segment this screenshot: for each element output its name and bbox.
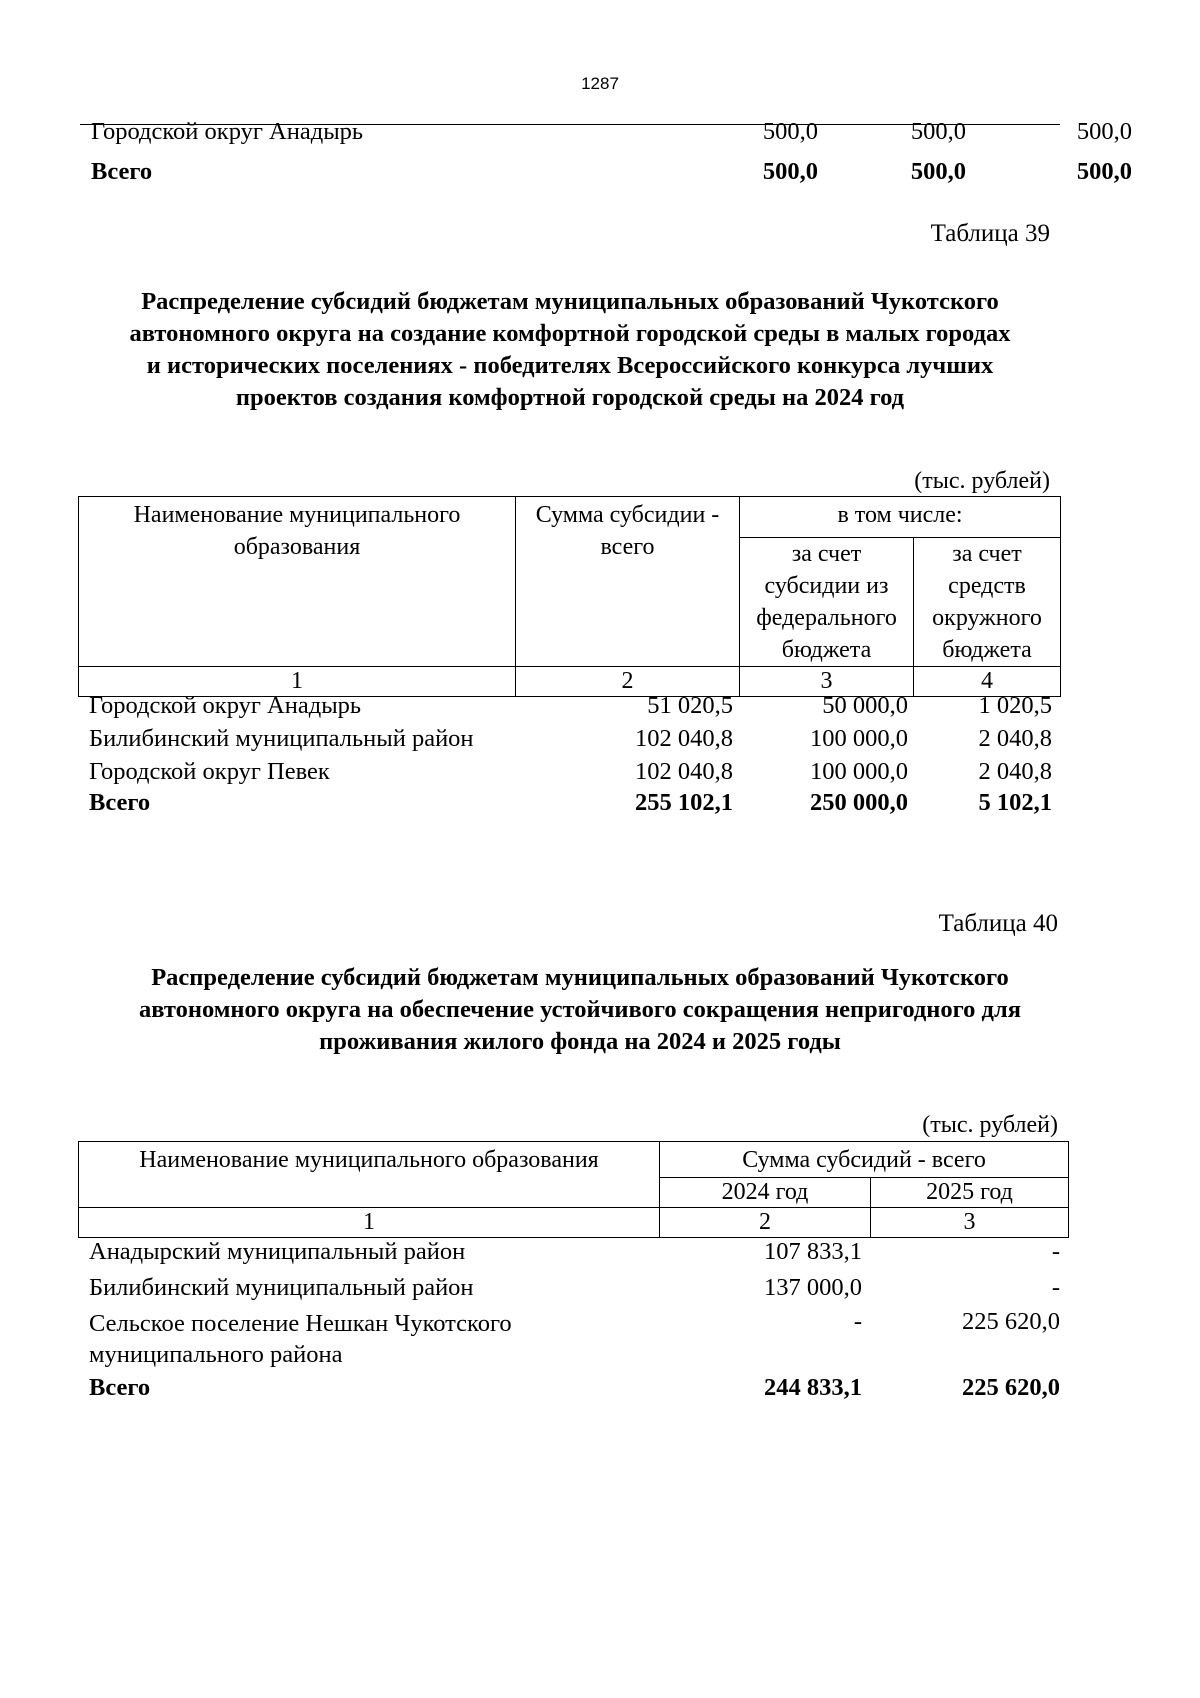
total-label: Всего — [91, 158, 153, 185]
total-label: Всего — [89, 1374, 151, 1401]
title-line: Распределение субсидий бюджетам муниципальных образований Чукотского — [141, 288, 999, 315]
table-row — [78, 1308, 1060, 1374]
header-federal: за счет субсидии из федерального бюджета — [740, 538, 914, 667]
title-line: проектов создания комфортной городской среды на 2024 год — [235, 384, 905, 411]
header-district: за счет средств окружного бюджета — [914, 538, 1061, 667]
row-2025: - — [1051, 1274, 1060, 1301]
row-name: Билибинский муниципальный район — [89, 725, 474, 752]
table-row — [78, 1238, 1060, 1274]
row-federal: 50 000,0 — [822, 692, 908, 719]
title-line: проживания жилого фонда на 2024 и 2025 годы — [319, 1028, 841, 1055]
row-name: Билибинский муниципальный район — [89, 1274, 474, 1301]
total-row — [78, 789, 1052, 821]
header-sum: Сумма субсидий - всего — [660, 1142, 1069, 1178]
table-40-body — [78, 1238, 1060, 1408]
title-line: Распределение субсидий бюджетам муниципальных образований Чукотского — [151, 964, 1009, 991]
column-number: 4 — [914, 667, 1061, 697]
row-name: Городской округ Певек — [89, 758, 330, 785]
row-federal: 100 000,0 — [810, 758, 908, 785]
table-40-title — [80, 962, 1080, 1058]
row-name: Анадырский муниципальный район — [89, 1238, 466, 1265]
table-40-label: Таблица 40 — [938, 910, 1058, 937]
row-total: 102 040,8 — [635, 758, 733, 785]
row-2025: 225 620,0 — [962, 1308, 1060, 1335]
row-total: 51 020,5 — [647, 692, 733, 719]
header-name: Наименование муниципального образования — [79, 1142, 660, 1208]
table-39-units: (тыс. рублей) — [914, 468, 1050, 494]
total-value: 500,0 — [762, 158, 818, 185]
table-39-title — [80, 286, 1060, 414]
page-number: 1287 — [581, 74, 619, 93]
row-2024: 137 000,0 — [764, 1274, 862, 1301]
column-number: 2 — [516, 667, 740, 697]
header-name: Наименование муниципального образования — [79, 497, 516, 667]
total-2024: 244 833,1 — [764, 1374, 862, 1401]
total-row — [80, 158, 1132, 194]
table-39-header — [78, 496, 1061, 697]
total-2025: 225 620,0 — [962, 1374, 1060, 1401]
total-total: 255 102,1 — [635, 789, 733, 816]
table-row — [78, 725, 1052, 758]
table-40-header — [78, 1141, 1069, 1238]
table-row — [78, 1274, 1060, 1308]
row-federal: 100 000,0 — [810, 725, 908, 752]
table-39-body — [78, 692, 1052, 821]
table-row — [78, 758, 1052, 789]
total-value: 500,0 — [1076, 158, 1132, 185]
column-number: 3 — [740, 667, 914, 697]
row-value: 500,0 — [910, 118, 966, 145]
top-table — [80, 118, 1132, 194]
title-line: и исторических поселениях - победителях Всероссийского конкурса лучших — [146, 352, 994, 379]
row-2024: 107 833,1 — [764, 1238, 862, 1265]
row-name: Сельское поселение Нешкан Чукотского муниципального района — [89, 1310, 512, 1368]
row-district: 1 020,5 — [978, 692, 1052, 719]
column-number: 1 — [79, 1208, 660, 1238]
header-including: в том числе: — [740, 497, 1061, 538]
row-value: 500,0 — [762, 118, 818, 145]
header-total: Сумма субсидии - всего — [516, 497, 740, 667]
row-name: Городской округ Анадырь — [89, 692, 362, 719]
column-number: 1 — [79, 667, 516, 697]
table-39-label: Таблица 39 — [930, 220, 1050, 247]
total-label: Всего — [89, 789, 151, 816]
total-federal: 250 000,0 — [810, 789, 908, 816]
table-row — [78, 692, 1052, 725]
row-total: 102 040,8 — [635, 725, 733, 752]
row-district: 2 040,8 — [978, 725, 1052, 752]
header-2025: 2025 год — [871, 1178, 1069, 1208]
row-2024: - — [853, 1308, 862, 1335]
row-value: 500,0 — [1076, 118, 1132, 145]
title-line: автономного округа на обеспечение устойчивого сокращения непригодного для — [139, 996, 1021, 1023]
header-2024: 2024 год — [660, 1178, 871, 1208]
table-40-units: (тыс. рублей) — [922, 1112, 1058, 1138]
column-number: 2 — [660, 1208, 871, 1238]
total-value: 500,0 — [910, 158, 966, 185]
row-name: Городской округ Анадырь — [91, 118, 364, 145]
row-district: 2 040,8 — [978, 758, 1052, 785]
total-district: 5 102,1 — [978, 789, 1052, 816]
table-row — [80, 118, 1132, 158]
column-number: 3 — [871, 1208, 1069, 1238]
total-row — [78, 1374, 1060, 1408]
title-line: автономного округа на создание комфортной городской среды в малых городах — [129, 320, 1011, 347]
row-2025: - — [1051, 1238, 1060, 1265]
